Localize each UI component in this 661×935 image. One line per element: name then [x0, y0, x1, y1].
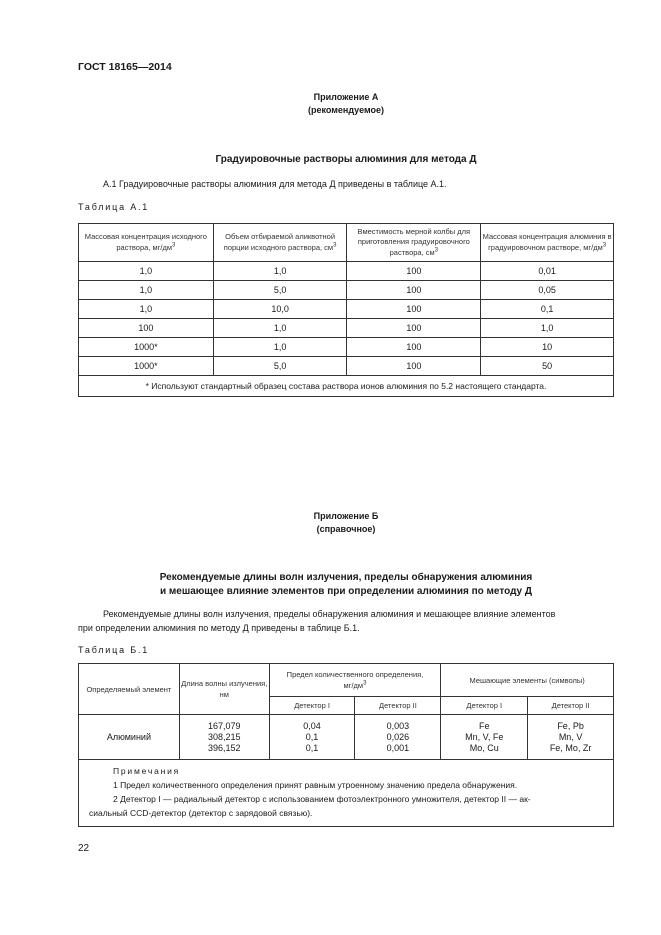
table-b1-header-detector-1: Детектор I	[441, 697, 528, 715]
value-line: 167,079	[207, 720, 241, 731]
table-cell: 100	[347, 262, 481, 281]
appendix-b-intro-line1: Рекомендуемые длины волн излучения, пределы обнаружения алюминия и мешающее влияние элементов	[103, 609, 556, 619]
table-b1-header-detector-2: Детектор II	[355, 697, 441, 715]
table-row	[79, 281, 614, 300]
table-cell: 100	[347, 338, 481, 357]
table-cell: 1,0	[79, 300, 214, 319]
appendix-b-status: (справочное)	[316, 524, 376, 534]
table-cell: 10,0	[213, 300, 347, 319]
note-1: 1 Предел количественного определения принят равным утроенному значению предела обнаружения.	[113, 780, 518, 790]
table-cell: 0,05	[481, 281, 614, 300]
table-a1-header-cell: Объем отбираемой аликвотной порции исходного раствора, $см^3$	[213, 224, 347, 262]
appendix-a-intro: А.1 Градуировочные растворы алюминия для метода Д приведены в таблице А.1.	[103, 179, 447, 189]
table-a1-caption: Таблица А.1	[78, 202, 150, 212]
appendix-b-heading-line2: и мешающее влияние элементов при определении алюминия по методу Д	[159, 586, 533, 597]
table-b1-header-row	[79, 664, 614, 697]
note-2-line2: сиальный CCD-детектор (детектор с зарядовой связью).	[89, 808, 313, 818]
value-line: Mn, V, Fe	[465, 731, 504, 742]
table-row	[79, 715, 614, 760]
table-footnote-row	[79, 376, 614, 397]
table-b1-notes	[79, 760, 614, 827]
value-line: Fe, Mo, Zr	[549, 742, 592, 753]
appendix-a-title: Приложение А	[313, 92, 379, 102]
appendix-a-status: (рекомендуемое)	[308, 105, 384, 115]
table-cell: 5,0	[213, 357, 347, 376]
table-a1-footnote: * Используют стандартный образец состава раствора ионов алюминия по 5.2 настоящего стандарта.	[79, 376, 614, 397]
table-cell-limit-det1	[269, 715, 355, 760]
notes-title: Примечания	[113, 766, 181, 776]
table-row	[79, 300, 614, 319]
table-b1-header-limit: Предел количественного определения, $мг/дм^3$	[269, 664, 441, 697]
table-cell: 100	[347, 319, 481, 338]
table-row	[79, 319, 614, 338]
value-line: 308,215	[207, 731, 241, 742]
table-cell-element: Алюминий	[79, 715, 180, 760]
value-line: 396,152	[207, 742, 241, 753]
table-cell: 1,0	[213, 319, 347, 338]
table-cell: 100	[79, 319, 214, 338]
table-b1-header-detector-2: Детектор II	[528, 697, 614, 715]
table-b1	[78, 663, 614, 827]
value-line: Mn, V	[558, 731, 583, 742]
table-a1-header-cell: Массовая концентрация алюминия в градуировочном растворе, $мг/дм^3$	[481, 224, 614, 262]
table-cell-interf-det1	[441, 715, 528, 760]
table-cell: 1000*	[79, 357, 214, 376]
table-cell: 1,0	[79, 281, 214, 300]
table-cell: 1,0	[213, 338, 347, 357]
table-b1-header-element: Определяемый элемент	[79, 664, 180, 715]
table-notes-row	[79, 760, 614, 827]
appendix-b-intro-line2: при определении алюминия по методу Д приведены в таблице Б.1.	[78, 623, 360, 633]
table-cell: 0,01	[481, 262, 614, 281]
table-row	[79, 262, 614, 281]
table-cell-limit-det2	[355, 715, 441, 760]
table-b1-header-detector-1: Детектор I	[269, 697, 355, 715]
value-line: 0,001	[386, 742, 410, 753]
table-a1-header-row	[79, 224, 614, 262]
table-a1-header-cell: Массовая концентрация исходного раствора, $мг/дм^3$	[79, 224, 214, 262]
value-line: Fe, Pb	[557, 720, 584, 731]
table-cell-wavelengths	[179, 715, 269, 760]
value-line: 0,1	[305, 731, 319, 742]
table-a1	[78, 223, 614, 397]
table-cell: 1,0	[213, 262, 347, 281]
table-row	[79, 357, 614, 376]
page-number: 22	[78, 843, 90, 854]
value-line: 0,003	[386, 720, 410, 731]
table-b1-header-wavelength: Длина волны излучения, нм	[179, 664, 269, 715]
table-cell: 50	[481, 357, 614, 376]
value-line: Fe	[478, 720, 490, 731]
table-b1-caption: Таблица Б.1	[78, 645, 150, 655]
table-cell: 10	[481, 338, 614, 357]
value-line: 0,1	[305, 742, 319, 753]
standard-designation: ГОСТ 18165—2014	[78, 61, 172, 73]
note-2-line1: 2 Детектор I — радиальный детектор с использованием фотоэлектронного умножителя, детектор II — ак-	[113, 794, 531, 804]
table-cell: 100	[347, 357, 481, 376]
table-a1-header-cell: Вместимость мерной колбы для приготовления градуировочного раствора, $см^3$	[347, 224, 481, 262]
table-cell: 100	[347, 281, 481, 300]
value-line: 0,04	[303, 720, 321, 731]
table-cell: 1,0	[79, 262, 214, 281]
table-row	[79, 338, 614, 357]
table-cell: 1000*	[79, 338, 214, 357]
value-line: Mo, Cu	[469, 742, 499, 753]
table-cell: 5,0	[213, 281, 347, 300]
table-cell: 0,1	[481, 300, 614, 319]
table-b1-header-interfering: Мешающие элементы (символы)	[441, 664, 614, 697]
value-line: 0,026	[386, 731, 410, 742]
appendix-b-title: Приложение Б	[313, 511, 379, 521]
table-cell: 1,0	[481, 319, 614, 338]
appendix-a-heading: Градуировочные растворы алюминия для метода Д	[215, 154, 477, 165]
appendix-b-heading-line1: Рекомендуемые длины волн излучения, пределы обнаружения алюминия	[159, 572, 533, 583]
table-cell-interf-det2	[528, 715, 614, 760]
table-cell: 100	[347, 300, 481, 319]
